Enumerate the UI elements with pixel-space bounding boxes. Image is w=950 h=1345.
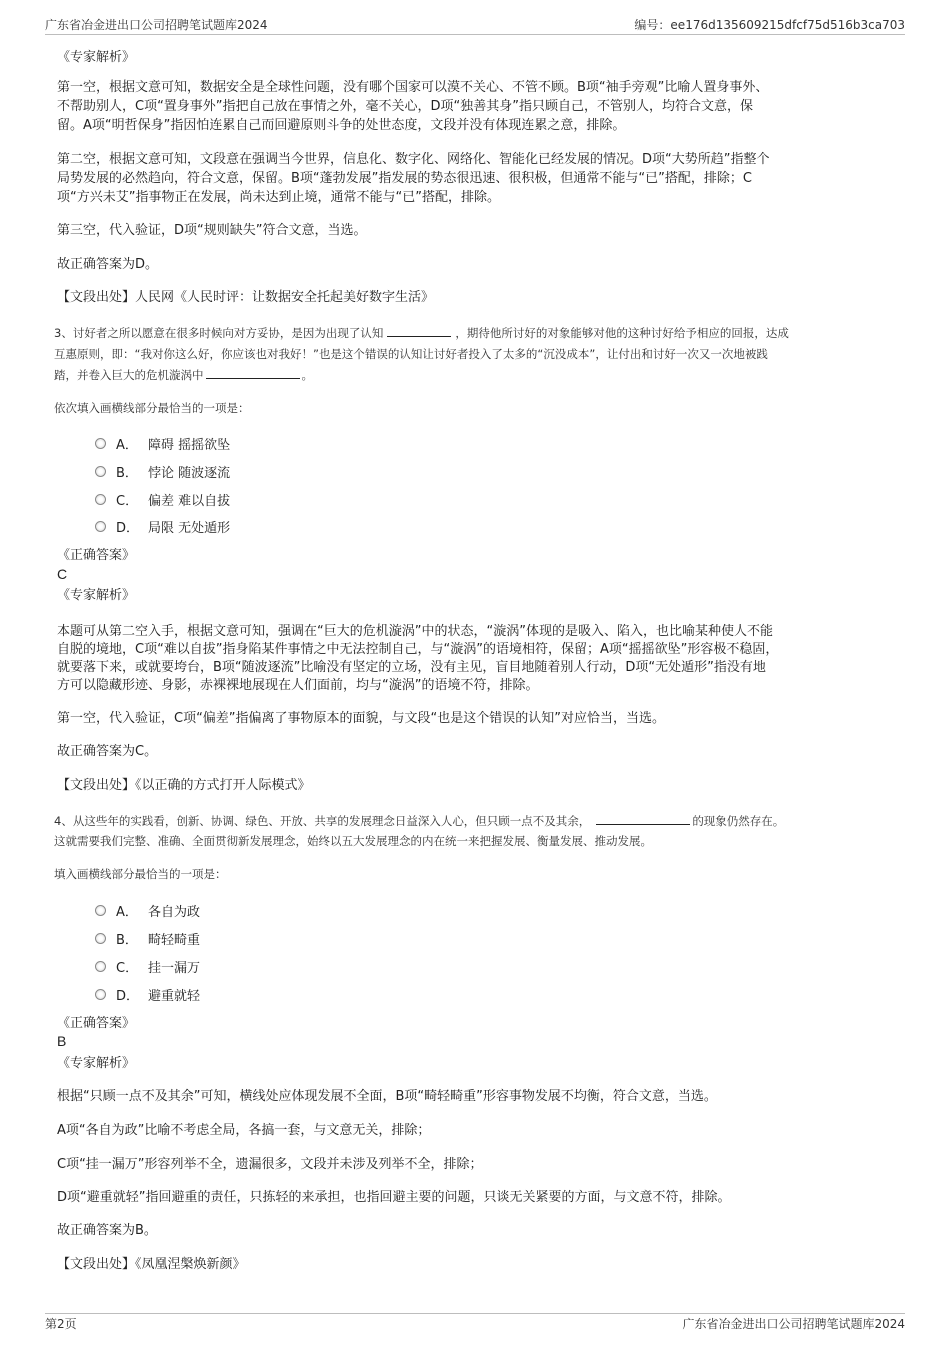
- q3-analysis-p2: 第一空，代入验证，C项“偏差”指偏离了事物原本的面貌，与文段“也是这个错误的认知”对应恰当，当选。: [57, 711, 666, 726]
- q3-answer-statement: 故正确答案为C。: [57, 744, 158, 759]
- q2-analysis-p2-l2: 局势发展的必然趋向，符合文意，保留。B项“蓬勃发展”指发展的势态很迅速、很积极，但通常不能与“已”搭配，排除；C: [57, 171, 752, 186]
- radio-icon[interactable]: [95, 466, 106, 477]
- q4-stem-l2: 这就需要我们完整、准确、全面贯彻新发展理念，始终以五大发展理念的内在统一来把握发展、衡量发展、推动发展。: [54, 834, 652, 848]
- q2-analysis-p1-l3: 留。A项“明哲保身”指因怕连累自己而回避原则斗争的处世态度，文段并没有体现连累之意，排除。: [57, 118, 626, 133]
- q2-analysis-p2-l3: 项“方兴未艾”指事物正在发展，尚未达到止境，通常不能与“已”搭配，排除。: [57, 190, 500, 205]
- radio-icon[interactable]: [95, 933, 106, 944]
- radio-icon[interactable]: [95, 989, 106, 1000]
- radio-icon[interactable]: [95, 521, 106, 532]
- q4-prompt: 填入画横线部分最恰当的一项是：: [54, 867, 227, 881]
- q3-source: 【文段出处】《以正确的方式打开人际模式》: [57, 778, 311, 793]
- q2-analysis-p1-l2: 不帮助别人，C项“置身事外”指把自己放在事情之外，毫不关心，D项“独善其身”指只顾自己，不管别人，均符合文意，保: [57, 99, 754, 114]
- q4-source: 【文段出处】《凤凰涅槃焕新颜》: [57, 1257, 246, 1272]
- q4-answer-value: B: [57, 1033, 67, 1049]
- footer-title: 广东省冶金进出口公司招聘笔试题库2024: [682, 1317, 905, 1331]
- q2-analysis-p1-l1: 第一空，根据文意可知，数据安全是全球性问题，没有哪个国家可以漠不关心、不管不顾。B项“袖手旁观”比喻人置身事外、: [57, 80, 769, 95]
- header-title: 广东省冶金进出口公司招聘笔试题库2024: [45, 18, 268, 32]
- q3-answer-value: C: [57, 566, 68, 582]
- q4-stem-l1: [54, 812, 894, 831]
- q3-prompt: 依次填入画横线部分最恰当的一项是：: [54, 401, 250, 415]
- q3-stem-l3a: 踏，并卷入巨大的危机漩涡中: [54, 368, 204, 382]
- q2-analysis-p2-l1: 第二空，根据文意可知，文段意在强调当今世界，信息化、数字化、网络化、智能化已经发展的情况。D项“大势所趋”指整个: [57, 152, 770, 167]
- q3-answer-label: 《正确答案》: [57, 548, 136, 563]
- q3-stem-l3b: 。: [301, 368, 313, 382]
- radio-icon[interactable]: [95, 905, 106, 916]
- q3-option-b[interactable]: B． 悖论 随波逐流: [95, 460, 230, 482]
- q3-stem-l1a: 3、讨好者之所以愿意在很多时候向对方妥协，是因为出现了认知: [54, 326, 384, 340]
- header-serial: 编号：ee176d135609215dfcf75d516b3ca703: [634, 18, 905, 32]
- q4-analysis-p2: A项“各自为政”比喻不考虑全局，各搞一套，与文意无关，排除；: [57, 1123, 431, 1138]
- q4-option-d[interactable]: D． 避重就轻: [95, 983, 200, 1005]
- q3-stem-l3: [54, 366, 894, 385]
- q4-answer-label: 《正确答案》: [57, 1016, 136, 1031]
- q3-expert-label: 《专家解析》: [57, 588, 136, 603]
- q4-stem-l1b: 的现象仍然存在。: [692, 814, 785, 828]
- q4-answer-statement: 故正确答案为B。: [57, 1223, 157, 1238]
- q2-expert-label: 《专家解析》: [57, 50, 136, 65]
- q4-option-a[interactable]: A． 各自为政: [95, 899, 200, 921]
- q3-stem-l1: [54, 324, 894, 343]
- page-footer: [45, 1313, 905, 1332]
- q3-analysis-p1-l2: 自脱的境地，C项“难以自拔”指身陷某件事情之中无法控制自己，与“漩涡”的语境相符，保留；A项“摇摇欲坠”形容极不稳固，: [57, 642, 779, 657]
- q3-blank-1: [387, 324, 451, 337]
- q4-option-c[interactable]: C． 挂一漏万: [95, 955, 200, 977]
- q3-analysis-p1-l1: 本题可从第二空入手，根据文意可知，强调在“巨大的危机漩涡”中的状态，“漩涡”体现的是吸入、陷入，也比喻某种使人不能: [57, 624, 773, 639]
- q2-answer-statement: 故正确答案为D。: [57, 257, 159, 272]
- q3-option-c[interactable]: C． 偏差 难以自拔: [95, 488, 230, 510]
- page-header: [45, 16, 905, 35]
- q3-stem-l1b: ，期待他所讨好的对象能够对他的这种讨好给予相应的回报，达成: [455, 326, 789, 340]
- radio-icon[interactable]: [95, 438, 106, 449]
- q2-analysis-p3: 第三空，代入验证，D项“规则缺失”符合文意，当选。: [57, 223, 367, 238]
- q2-source: 【文段出处】人民网《人民时评：让数据安全托起美好数字生活》: [57, 290, 435, 305]
- q3-option-d[interactable]: D． 局限 无处遁形: [95, 515, 230, 537]
- radio-icon[interactable]: [95, 961, 106, 972]
- q3-stem-l2: 互惠原则，即：“我对你这么好，你应该也对我好！”也是这个错误的认知让讨好者投入了太多的“沉没成本”，让付出和讨好一次又一次地被践: [54, 347, 768, 361]
- q3-analysis-p1-l4: 方可以隐藏形迹、身影，赤裸裸地展现在人们面前，均与“漩涡”的语境不符，排除。: [57, 678, 539, 693]
- q4-expert-label: 《专家解析》: [57, 1056, 136, 1071]
- q4-stem-l1a: 4、从这些年的实践看，创新、协调、绿色、开放、共享的发展理念日益深入人心，但只顾一点不及其余，: [54, 814, 591, 828]
- q4-analysis-p3: C项“挂一漏万”形容列举不全，遗漏很多，文段并未涉及列举不全，排除；: [57, 1157, 483, 1172]
- q4-blank: [596, 812, 690, 825]
- footer-page-number: 第2页: [45, 1317, 77, 1331]
- q4-analysis-p4: D项“避重就轻”指回避重的责任，只拣轻的来承担，也指回避主要的问题，只谈无关紧要的方面，与文意不符，排除。: [57, 1190, 731, 1205]
- q3-option-a[interactable]: A． 障碍 摇摇欲坠: [95, 432, 230, 454]
- q4-option-b[interactable]: B． 畸轻畸重: [95, 927, 200, 949]
- q4-analysis-p1: 根据“只顾一点不及其余”可知，横线处应体现发展不全面，B项“畸轻畸重”形容事物发展不均衡，符合文意，当选。: [57, 1089, 717, 1104]
- q3-blank-2: [206, 366, 300, 379]
- q3-analysis-p1-l3: 就要落下来，或就要垮台，B项“随波逐流”比喻没有坚定的立场，没有主见，盲目地随着别人行动，D项“无处遁形”指没有地: [57, 660, 766, 675]
- radio-icon[interactable]: [95, 494, 106, 505]
